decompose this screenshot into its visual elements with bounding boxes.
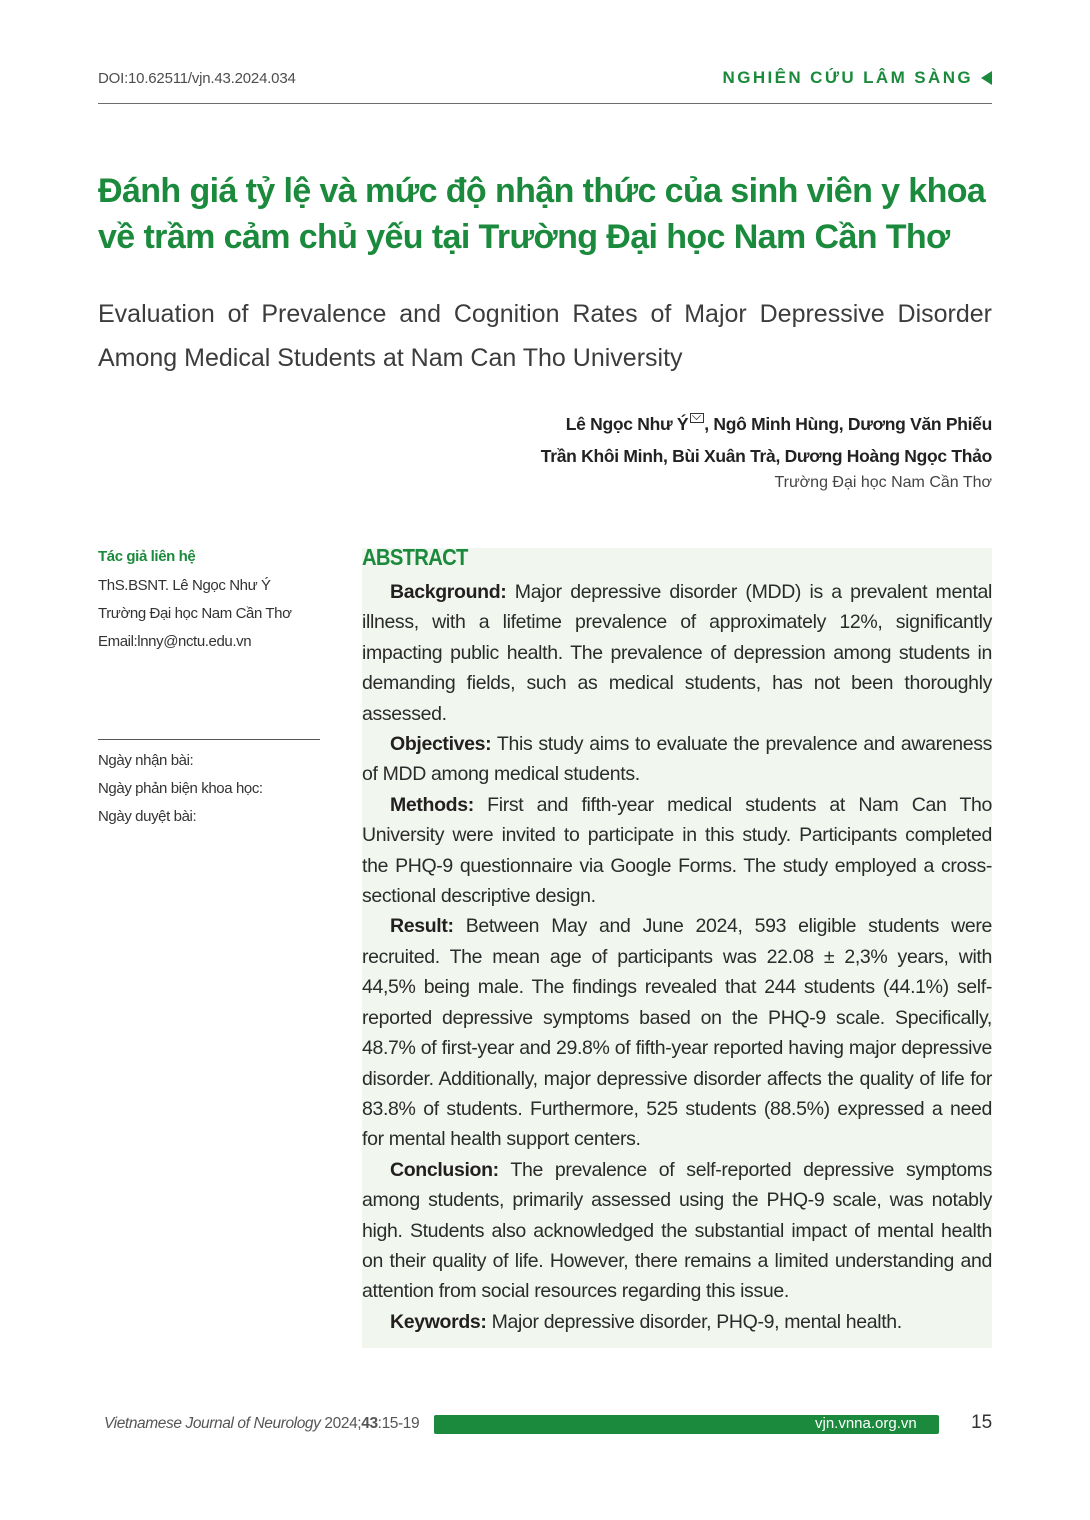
title-vietnamese: [98, 168, 998, 260]
sidebar-divider: [98, 739, 320, 740]
title-english: Evaluation of Prevalence and Cognition Rates of Major Depressive Disorder Among Medical Students at Nam Can Tho University: [98, 300, 992, 372]
title-vietnamese-line1: Đánh giá tỷ lệ và mức độ nhận thức của sinh viên y khoa: [98, 172, 986, 210]
result-text: Between May and June 2024, 593 eligible students were recruited. The mean age of participants was 22.08 ± 2,3% years, with 44,5% being male. The findings revealed that 244 students (44.1%) self-reported depressive symptoms based on the PHQ-9 scale. Specifically, 48.7% of first-year and 29.8% of fifth-year reported having major depressive disorder. Additionally, major depressive disorder affects the quality of life for 83.8% of students. Furthermore, 525 students (88.5%) expressed a need for mental health support centers.: [362, 915, 992, 1151]
author-line-1: [541, 408, 992, 440]
section-label-text: NGHIÊN CỨU LÂM SÀNG: [722, 68, 973, 87]
keywords-text: Major depressive disorder, PHQ-9, mental health.: [486, 1310, 902, 1333]
header-divider: [98, 103, 992, 104]
triangle-left-icon: [981, 71, 992, 85]
title-vietnamese-line2: về trầm cảm chủ yếu tại Trường Đại học Nam Cần Thơ: [98, 218, 950, 256]
abstract-conclusion: [362, 1155, 992, 1307]
affiliation: Trường Đại học Nam Cần Thơ: [774, 474, 992, 491]
date-accepted-label: Ngày duyệt bài:: [98, 808, 197, 825]
background-label: Background:: [390, 581, 507, 603]
date-reviewed-label: Ngày phản biện khoa học:: [98, 780, 263, 797]
methods-label: Methods:: [390, 793, 474, 816]
abstract-keywords: [362, 1307, 992, 1337]
author-line-1-rest: , Ngô Minh Hùng, Dương Văn Phiếu: [704, 414, 992, 434]
journal-citation: [104, 1415, 419, 1433]
journal-name: Vietnamese Journal of Neurology: [104, 1415, 321, 1432]
journal-year: 2024;: [320, 1415, 362, 1432]
abstract-methods: [362, 790, 992, 912]
background-text: Major depressive disorder (MDD) is a prevalent mental illness, with a lifetime prevalence of approximately 12%, significantly impacting public health. The prevalence of depression among students in demanding fields, such as medical students, has not been thoroughly assessed.: [362, 581, 992, 725]
doi-text: DOI:10.62511/vjn.43.2024.034: [98, 70, 296, 87]
result-label: Result:: [390, 915, 454, 938]
author-line-2: Trần Khôi Minh, Bùi Xuân Trà, Dương Hoàng Ngọc Thảo: [540, 446, 992, 466]
keywords-label: Keywords:: [390, 1310, 487, 1333]
journal-volume: 43: [361, 1415, 378, 1432]
abstract-body: [362, 577, 992, 1337]
section-label: [723, 68, 992, 88]
journal-pages: :15-19: [377, 1415, 420, 1432]
corresponding-author-email: Email:lnny@nctu.edu.vn: [98, 633, 252, 650]
page-number: 15: [971, 1412, 993, 1433]
journal-website-link[interactable]: vjn.vnna.org.vn: [815, 1415, 917, 1432]
abstract-result: [362, 911, 992, 1154]
author-list: [541, 408, 992, 472]
date-received-label: Ngày nhận bài:: [98, 752, 194, 769]
objectives-text: This study aims to evaluate the prevalence and awareness of MDD among medical students.: [362, 733, 992, 786]
corresponding-author-name-sidebar: ThS.BSNT. Lê Ngọc Như Ý: [98, 577, 271, 594]
methods-text: First and fifth-year medical students at Nam Can Tho University were invited to participate in this study. Participants completed the PHQ-9 questionnaire via Google Forms. The study employed a cross-sectional descriptive design.: [362, 793, 992, 908]
abstract-heading: ABSTRACT: [362, 544, 468, 570]
corresponding-author-name: Lê Ngọc Như Ý: [565, 414, 689, 434]
corresponding-author-org: Trường Đại học Nam Cần Thơ: [98, 605, 292, 622]
corresponding-author-heading: Tác giả liên hệ: [98, 548, 196, 565]
abstract-objectives: [362, 729, 992, 790]
objectives-label: Objectives:: [390, 733, 492, 756]
abstract-background: [362, 577, 992, 729]
envelope-icon: [690, 413, 704, 423]
conclusion-label: Conclusion:: [390, 1158, 499, 1181]
conclusion-text: The prevalence of self-reported depressive symptoms among students, primarily assessed using the PHQ-9 scale, was notably high. Students also acknowledged the substantial impact of mental health on their quality of life. However, there remains a limited understanding and attention from social resources regarding this issue.: [362, 1158, 992, 1303]
